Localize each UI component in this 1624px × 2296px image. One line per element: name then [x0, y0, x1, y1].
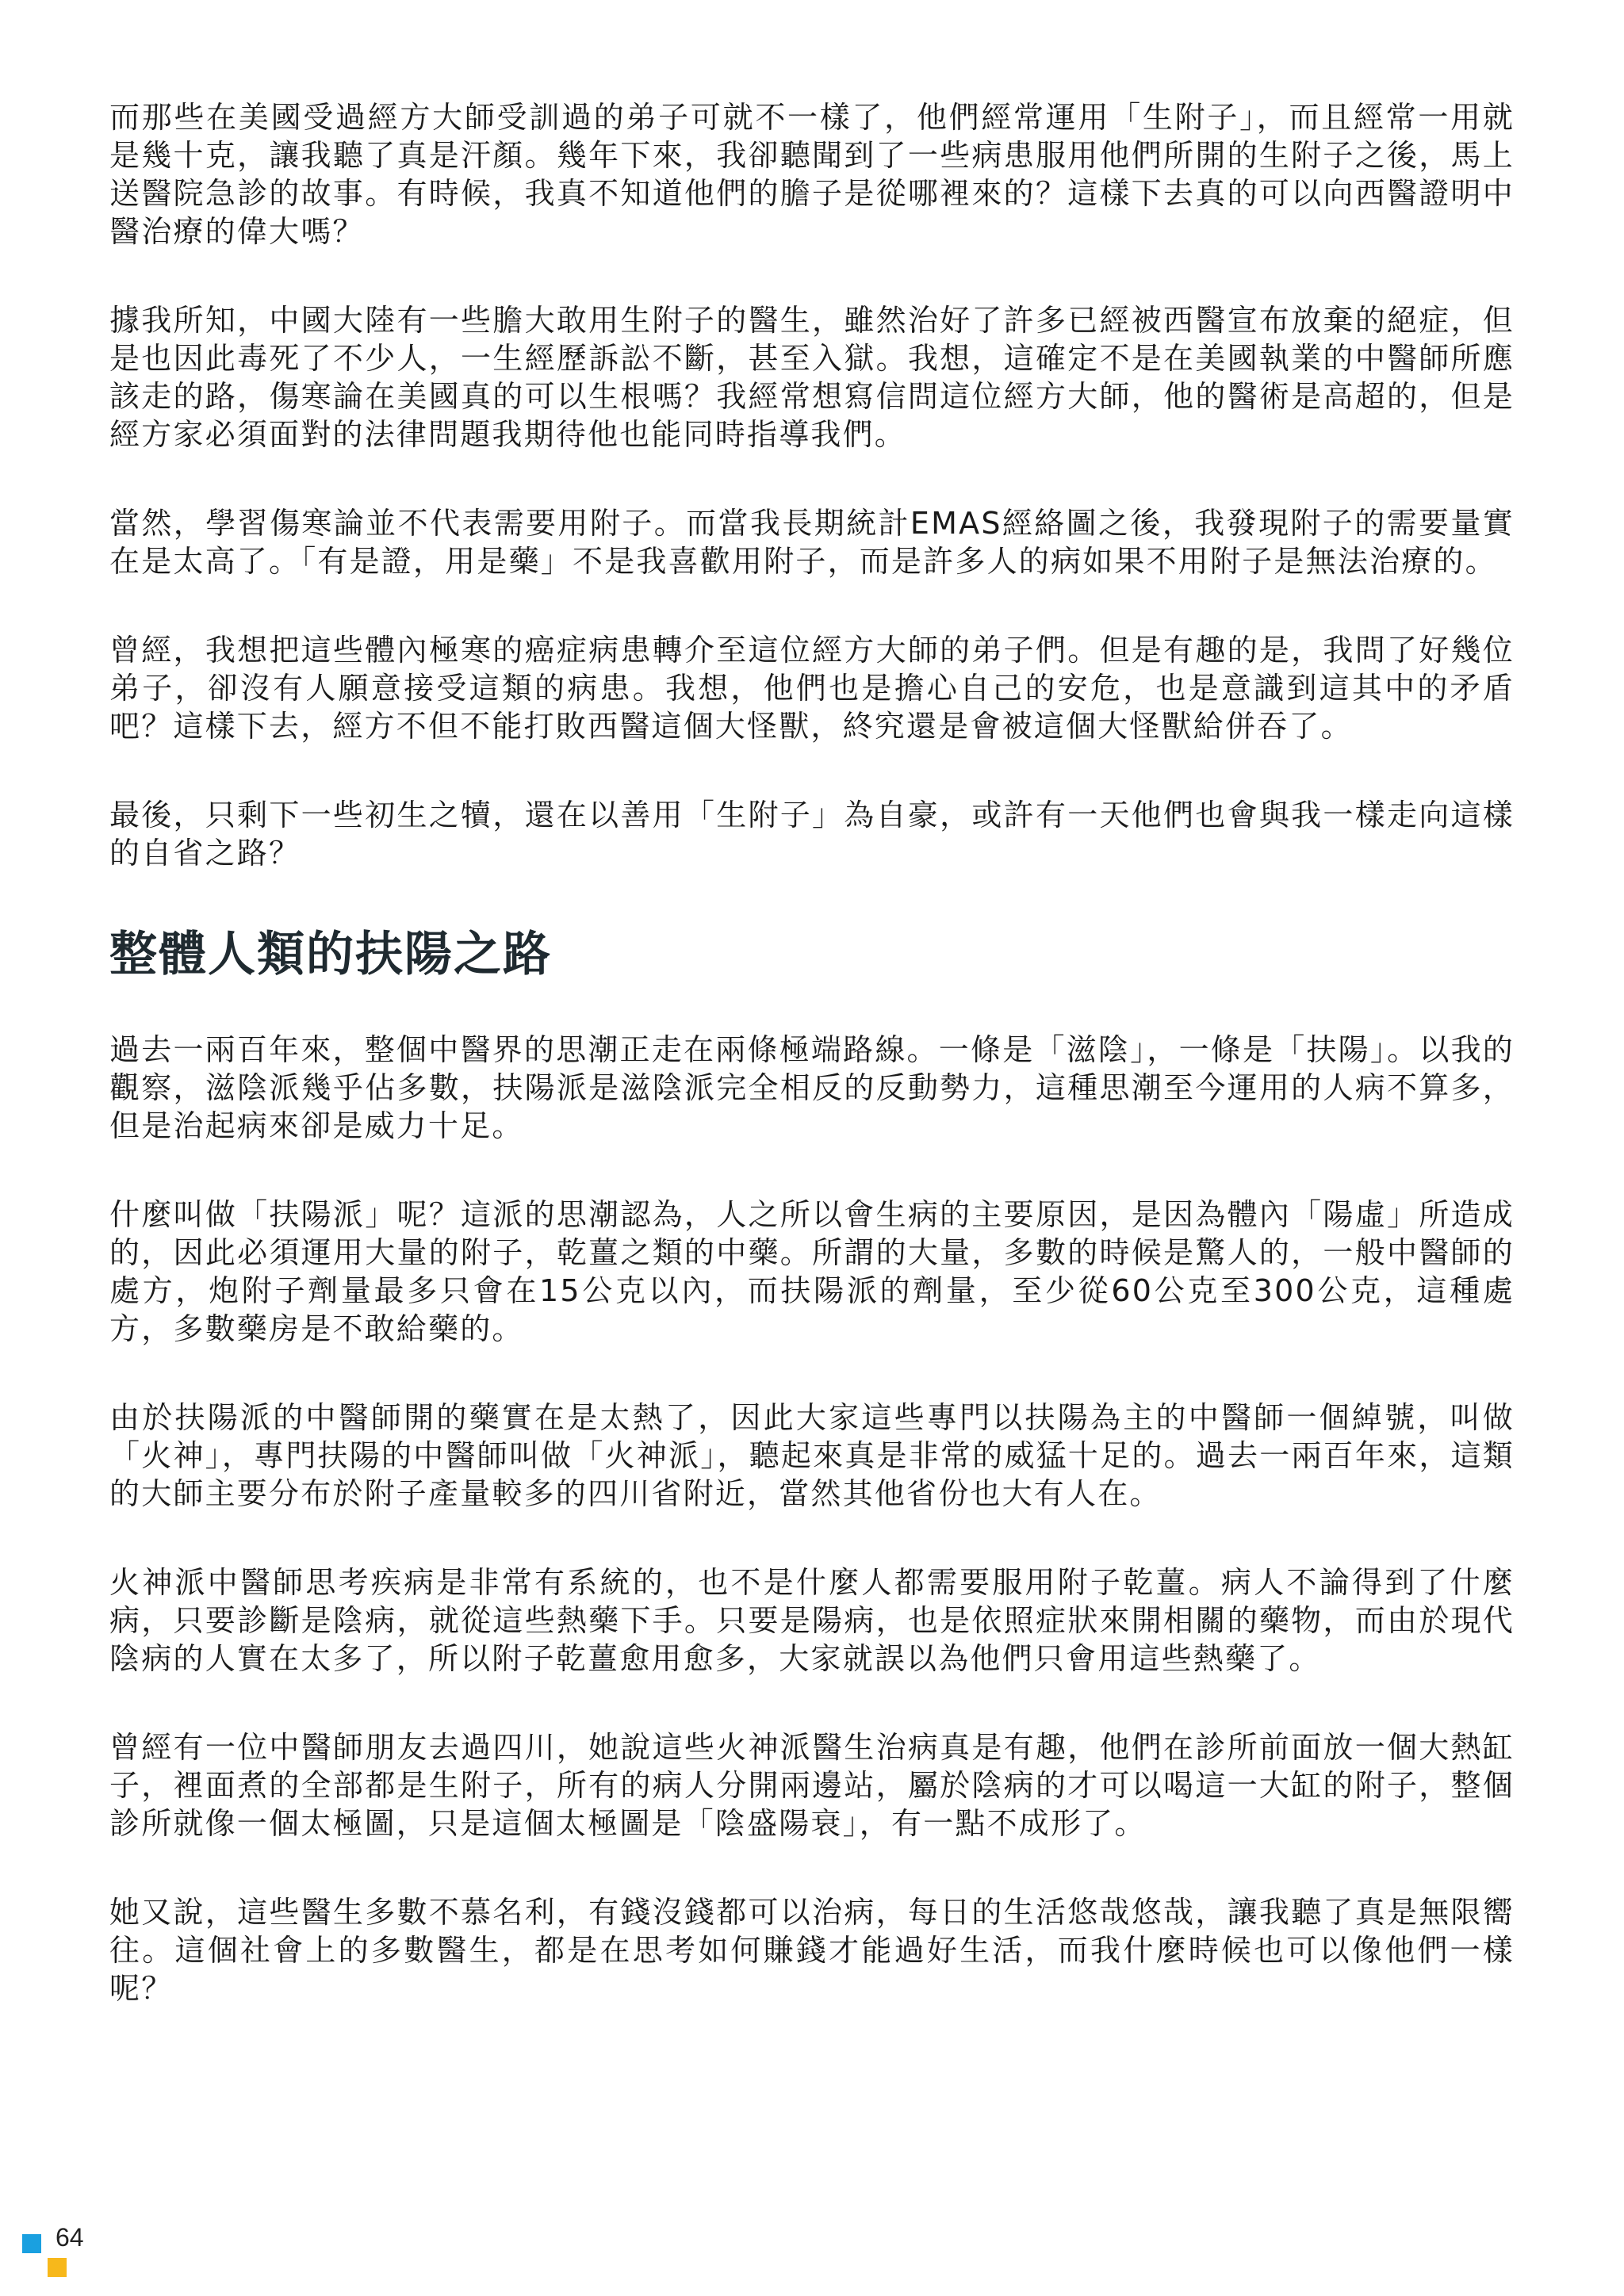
paragraph: 過去一兩百年來，整個中醫界的思潮正走在兩條極端路線。一條是「滋陰」，一條是「扶陽」。以我的觀察，滋陰派幾乎佔多數，扶陽派是滋陰派完全相反的反動勢力，這種思潮至今運用的人病不算多，但是治起病來卻是威力十足。	[109, 1032, 1515, 1143]
page-number: 64	[56, 2223, 84, 2252]
paragraph: 曾經有一位中醫師朋友去過四川，她說這些火神派醫生治病真是有趣，他們在診所前面放一個大熱缸子，裡面煮的全部都是生附子，所有的病人分開兩邊站，屬於陰病的才可以喝這一大缸的附子，整個診所就像一個太極圖，只是這個太極圖是「陰盛陽衰」，有一點不成形了。	[109, 1730, 1515, 1841]
paragraph: 什麼叫做「扶陽派」呢？這派的思潮認為，人之所以會生病的主要原因，是因為體內「陽虛」所造成的，因此必須運用大量的附子，乾薑之類的中藥。所謂的大量，多數的時候是驚人的，一般中醫師的處方，炮附子劑量最多只會在15公克以內，而扶陽派的劑量，至少從60公克至300公克，這種處方，多數藥房是不敢給藥的。	[109, 1197, 1515, 1346]
article-body	[109, 98, 1515, 2058]
paragraph: 而那些在美國受過經方大師受訓過的弟子可就不一樣了，他們經常運用「生附子」，而且經常一用就是幾十克，讓我聽了真是汗顏。幾年下來，我卻聽聞到了一些病患服用他們所開的生附子之後，馬上送醫院急診的故事。有時候，我真不知道他們的膽子是從哪裡來的？這樣下去真的可以向西醫證明中醫治療的偉大嗎？	[109, 100, 1515, 249]
blue-square-decoration-icon	[22, 2234, 41, 2253]
paragraph: 最後，只剩下一些初生之犢，還在以善用「生附子」為自豪，或許有一天他們也會與我一樣走向這樣的自省之路？	[109, 798, 1515, 871]
paragraph: 火神派中醫師思考疾病是非常有系統的，也不是什麼人都需要服用附子乾薑。病人不論得到了什麼病，只要診斷是陰病，就從這些熱藥下手。只要是陽病，也是依照症狀來開相關的藥物，而由於現代陰病的人實在太多了，所以附子乾薑愈用愈多，大家就誤以為他們只會用這些熱藥了。	[109, 1565, 1515, 1676]
paragraph: 她又說，這些醫生多數不慕名利，有錢沒錢都可以治病，每日的生活悠哉悠哉，讓我聽了真是無限嚮往。這個社會上的多數醫生，都是在思考如何賺錢才能過好生活，而我什麼時候也可以像他們一樣呢？	[109, 1895, 1515, 2006]
page-footer	[22, 2223, 117, 2274]
section-heading: 整體人類的扶陽之路	[109, 927, 552, 982]
paragraph: 曾經，我想把這些體內極寒的癌症病患轉介至這位經方大師的弟子們。但是有趣的是，我問了好幾位弟子，卻沒有人願意接受這類的病患。我想，他們也是擔心自己的安危，也是意識到這其中的矛盾吧？這樣下去，經方不但不能打敗西醫這個大怪獸，終究還是會被這個大怪獸給併吞了。	[109, 633, 1515, 744]
paragraph: 據我所知，中國大陸有一些膽大敢用生附子的醫生，雖然治好了許多已經被西醫宣布放棄的絕症，但是也因此毒死了不少人，一生經歷訴訟不斷，甚至入獄。我想，這確定不是在美國執業的中醫師所應該走的路，傷寒論在美國真的可以生根嗎？我經常想寫信問這位經方大師，他的醫術是高超的，但是經方家必須面對的法律問題我期待他也能同時指導我們。	[109, 303, 1515, 452]
paragraph: 當然，學習傷寒論並不代表需要用附子。而當我長期統計EMAS經絡圖之後，我發現附子的需要量實在是太高了。「有是證，用是藥」不是我喜歡用附子，而是許多人的病如果不用附子是無法治療的。	[109, 506, 1515, 579]
paragraph: 由於扶陽派的中醫師開的藥實在是太熱了，因此大家這些專門以扶陽為主的中醫師一個綽號，叫做「火神」，專門扶陽的中醫師叫做「火神派」，聽起來真是非常的威猛十足的。過去一兩百年來，這類的大師主要分布於附子產量較多的四川省附近，當然其他省份也大有人在。	[109, 1400, 1515, 1511]
yellow-square-decoration-icon	[48, 2258, 67, 2277]
